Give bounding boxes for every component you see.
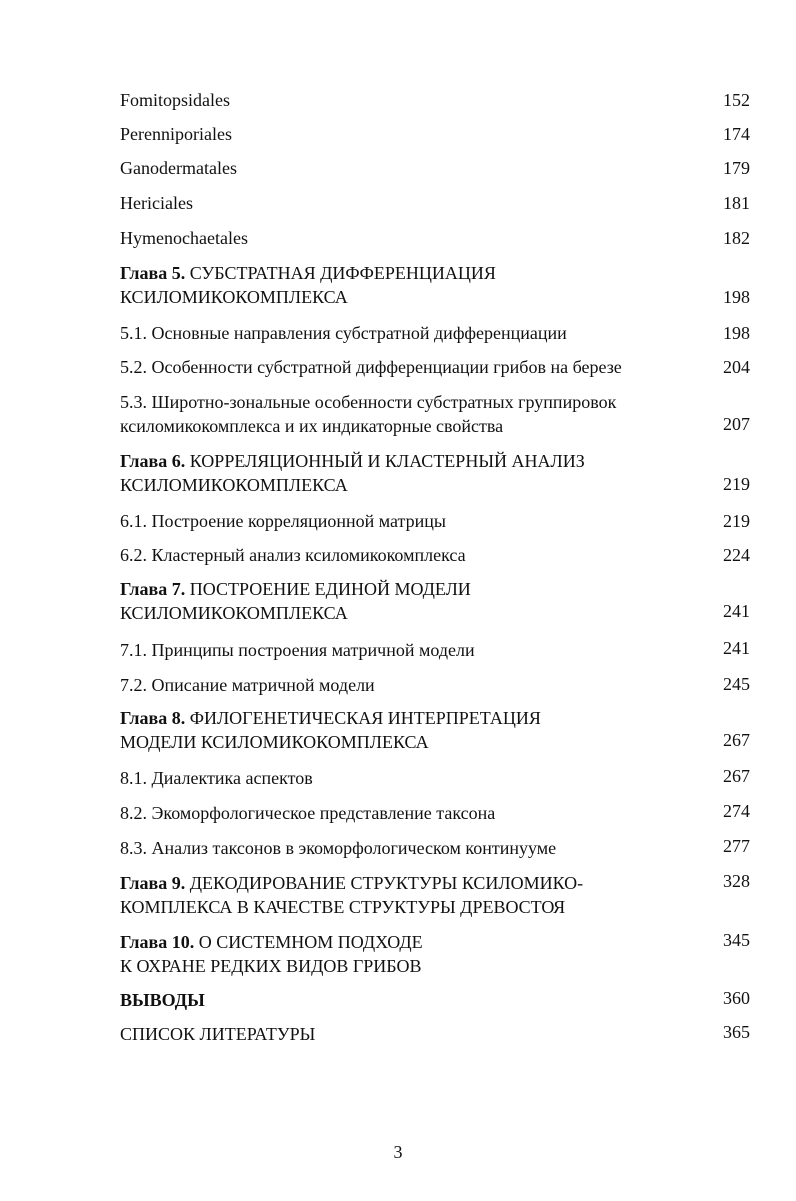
toc-entry-page: 219 — [723, 511, 750, 531]
toc-entry-page: 198 — [723, 287, 750, 307]
toc-chapter-entry — [120, 577, 750, 627]
toc-chapter-title — [120, 577, 680, 625]
toc-entry-title: Ganodermatales — [120, 158, 237, 178]
toc-entry-title: Perenniporiales — [120, 124, 232, 144]
toc-entry-page: 267 — [723, 730, 750, 750]
chapter-title-line2: КСИЛОМИКОКОМПЛЕКСА — [120, 603, 348, 623]
chapter-title-line1: КОРРЕЛЯЦИОННЫЙ И КЛАСТЕРНЫЙ АНАЛИЗ — [189, 451, 585, 471]
chapter-label: Глава 7. — [120, 579, 186, 599]
entry-title-line2: ксиломикокомплекса и их индикаторные свойства — [120, 416, 504, 436]
toc-entry-title: 7.2. Описание матричной модели — [120, 675, 375, 695]
chapter-title-line1: ФИЛОГЕНЕТИЧЕСКАЯ ИНТЕРПРЕТАЦИЯ — [189, 708, 541, 728]
toc-entry-title: СПИСОК ЛИТЕРАТУРЫ — [120, 1024, 316, 1044]
toc-chapter-entry — [120, 449, 750, 499]
toc-entry-title: 5.2. Особенности субстратной дифференциации грибов на березе — [120, 357, 622, 377]
toc-entry — [120, 390, 750, 440]
chapter-title-line1: СУБСТРАТНАЯ ДИФФЕРЕНЦИАЦИЯ — [189, 263, 496, 283]
chapter-label: Глава 8. — [120, 708, 186, 728]
toc-entry-title: ВЫВОДЫ — [120, 990, 205, 1010]
toc-entry-page: 219 — [723, 474, 750, 494]
toc-entry-page: 224 — [723, 545, 750, 565]
toc-entry-title: Hericiales — [120, 193, 193, 213]
toc-entry-page: 345 — [723, 930, 750, 950]
toc-entry-page: 207 — [723, 414, 750, 434]
toc-entry-title: 7.1. Принципы построения матричной модели — [120, 640, 475, 660]
toc-entry-title — [120, 390, 670, 438]
toc-entry-title: 8.1. Диалектика аспектов — [120, 768, 313, 788]
toc-chapter-entry — [120, 261, 750, 311]
chapter-title-line2: КСИЛОМИКОКОМПЛЕКСА — [120, 287, 348, 307]
toc-chapter-title — [120, 871, 680, 919]
toc-entry-page: 241 — [723, 601, 750, 621]
toc-chapter-title — [120, 261, 680, 309]
toc-entry-page: 182 — [723, 228, 750, 248]
toc-chapter-entry — [120, 869, 750, 919]
toc-chapter-entry — [120, 706, 750, 756]
chapter-title-line2: КСИЛОМИКОКОМПЛЕКСА — [120, 475, 348, 495]
chapter-label: Глава 10. — [120, 932, 195, 952]
toc-chapter-title — [120, 706, 680, 754]
toc-entry-page: 241 — [723, 638, 750, 658]
toc-entry-page: 360 — [723, 988, 750, 1008]
chapter-title-line1: О СИСТЕМНОМ ПОДХОДЕ — [198, 932, 423, 952]
toc-entry-page: 328 — [723, 871, 750, 891]
chapter-label: Глава 5. — [120, 263, 186, 283]
toc-chapter-title — [120, 449, 680, 497]
toc-chapter-title — [120, 930, 680, 978]
toc-entry-page: 204 — [723, 357, 750, 377]
toc-entry-title: Fomitopsidales — [120, 90, 231, 110]
toc-entry-page: 174 — [723, 124, 750, 144]
entry-title-line1: 5.3. Широтно-зональные особенности субстратных группировок — [120, 392, 617, 412]
toc-entry-page: 245 — [723, 674, 750, 694]
toc-entry-title: 6.1. Построение корреляционной матрицы — [120, 511, 446, 531]
chapter-title-line1: ДЕКОДИРОВАНИЕ СТРУКТУРЫ КСИЛОМИКО- — [189, 873, 584, 893]
chapter-title-line2: К ОХРАНЕ РЕДКИХ ВИДОВ ГРИБОВ — [120, 956, 422, 976]
chapter-label: Глава 9. — [120, 873, 186, 893]
toc-entry-page: 179 — [723, 158, 750, 178]
toc-entry-title: 6.2. Кластерный анализ ксиломикокомплекса — [120, 545, 466, 565]
toc-entry-title: Hymenochaetales — [120, 228, 248, 248]
toc-entry-title: 5.1. Основные направления субстратной дифференциации — [120, 323, 567, 343]
toc-entry-title: 8.3. Анализ таксонов в экоморфологическом континууме — [120, 838, 557, 858]
page-number: 3 — [393, 1142, 403, 1162]
toc-entry-page: 198 — [723, 323, 750, 343]
toc-entry-page: 181 — [723, 193, 750, 213]
toc-chapter-entry — [120, 928, 750, 978]
chapter-label: Глава 6. — [120, 451, 186, 471]
toc-entry-page: 152 — [723, 90, 750, 110]
toc-entry-page: 277 — [723, 836, 750, 856]
toc-entry-title: 8.2. Экоморфологическое представление таксона — [120, 803, 496, 823]
chapter-title-line1: ПОСТРОЕНИЕ ЕДИНОЙ МОДЕЛИ — [189, 579, 471, 599]
chapter-title-line2: КОМПЛЕКСА В КАЧЕСТВЕ СТРУКТУРЫ ДРЕВОСТОЯ — [120, 897, 566, 917]
toc-entry-page: 274 — [723, 801, 750, 821]
toc-entry-page: 365 — [723, 1022, 750, 1042]
chapter-title-line2: МОДЕЛИ КСИЛОМИКОКОМПЛЕКСА — [120, 732, 429, 752]
toc-entry-page: 267 — [723, 766, 750, 786]
